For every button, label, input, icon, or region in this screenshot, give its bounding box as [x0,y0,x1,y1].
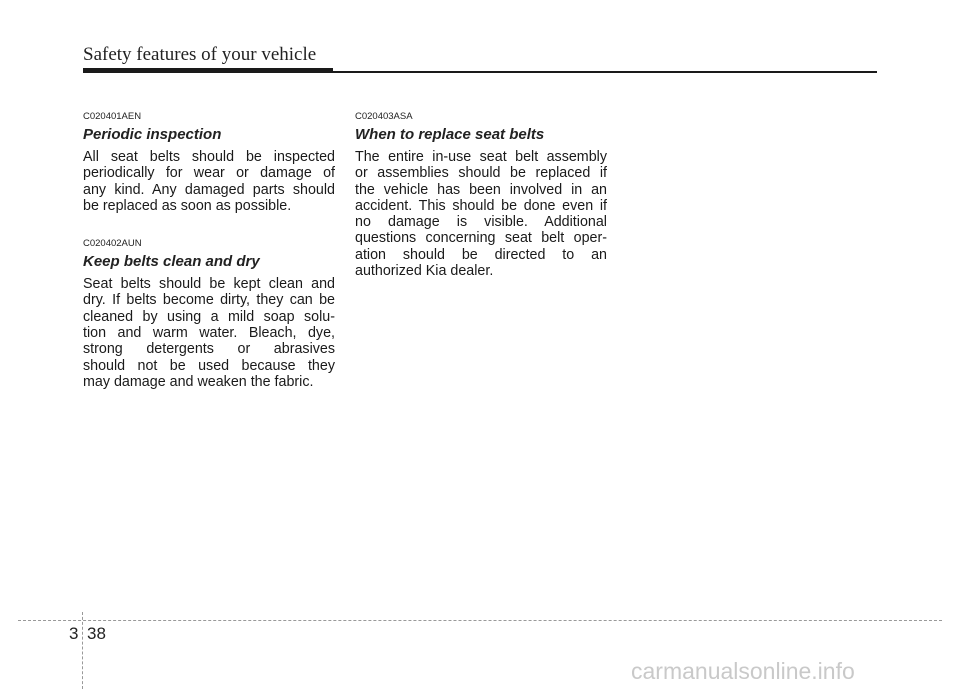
section-heading: When to replace seat belts [355,126,545,143]
section-when-to-replace [355,111,607,279]
header-rule-thin [333,71,877,73]
footer-rule [18,620,942,621]
body-line: cleaned by using a mild soap solu- [83,308,335,325]
body-line: The entire in-use seat belt assembly [355,149,607,165]
body-line: or assemblies should be replaced if [355,165,607,182]
section-keep-belts-clean [83,238,335,390]
footer-divider [82,612,83,689]
body-line: dry. If belts become dirty, they can be [83,292,335,309]
body-line: authorized Kia dealer. [355,263,494,280]
body-line: All seat belts should be inspected [83,149,335,165]
body-line: should not be used because they [83,357,335,374]
left-column [83,111,335,414]
section-heading: Keep belts clean and dry [83,253,260,271]
body-line: be replaced as soon as possible. [83,197,292,214]
chapter-number: 3 [69,624,79,643]
watermark: carmanualsonline.info [631,658,855,684]
section-body [83,149,335,214]
body-line: no damage is visible. Additional [355,214,607,231]
section-body [83,276,335,390]
page-header-title: Safety features of your vehicle [83,44,317,65]
body-line: any kind. Any damaged parts should [83,181,335,198]
body-line: tion and warm water. Bleach, dye, [83,325,335,342]
page-number: 38 [87,624,106,643]
section-periodic-inspection [83,111,335,214]
section-code: C020401AEN [83,111,142,122]
body-line: strong detergents or abrasives [83,341,335,358]
body-line: ation should be directed to an [355,246,607,263]
body-line: may damage and weaken the fabric. [83,373,314,390]
header-rule-thick [83,68,333,73]
section-body [355,149,607,279]
section-code: C020403ASA [355,111,413,122]
section-heading: Periodic inspection [83,126,222,143]
right-column [355,111,607,303]
body-line: periodically for wear or damage of [83,165,335,182]
body-line: accident. This should be done even if [355,197,607,214]
body-line: the vehicle has been involved in an [355,181,607,198]
body-line: questions concerning seat belt oper- [355,230,607,247]
body-line: Seat belts should be kept clean and [83,276,335,293]
section-code: C020402AUN [83,238,142,250]
